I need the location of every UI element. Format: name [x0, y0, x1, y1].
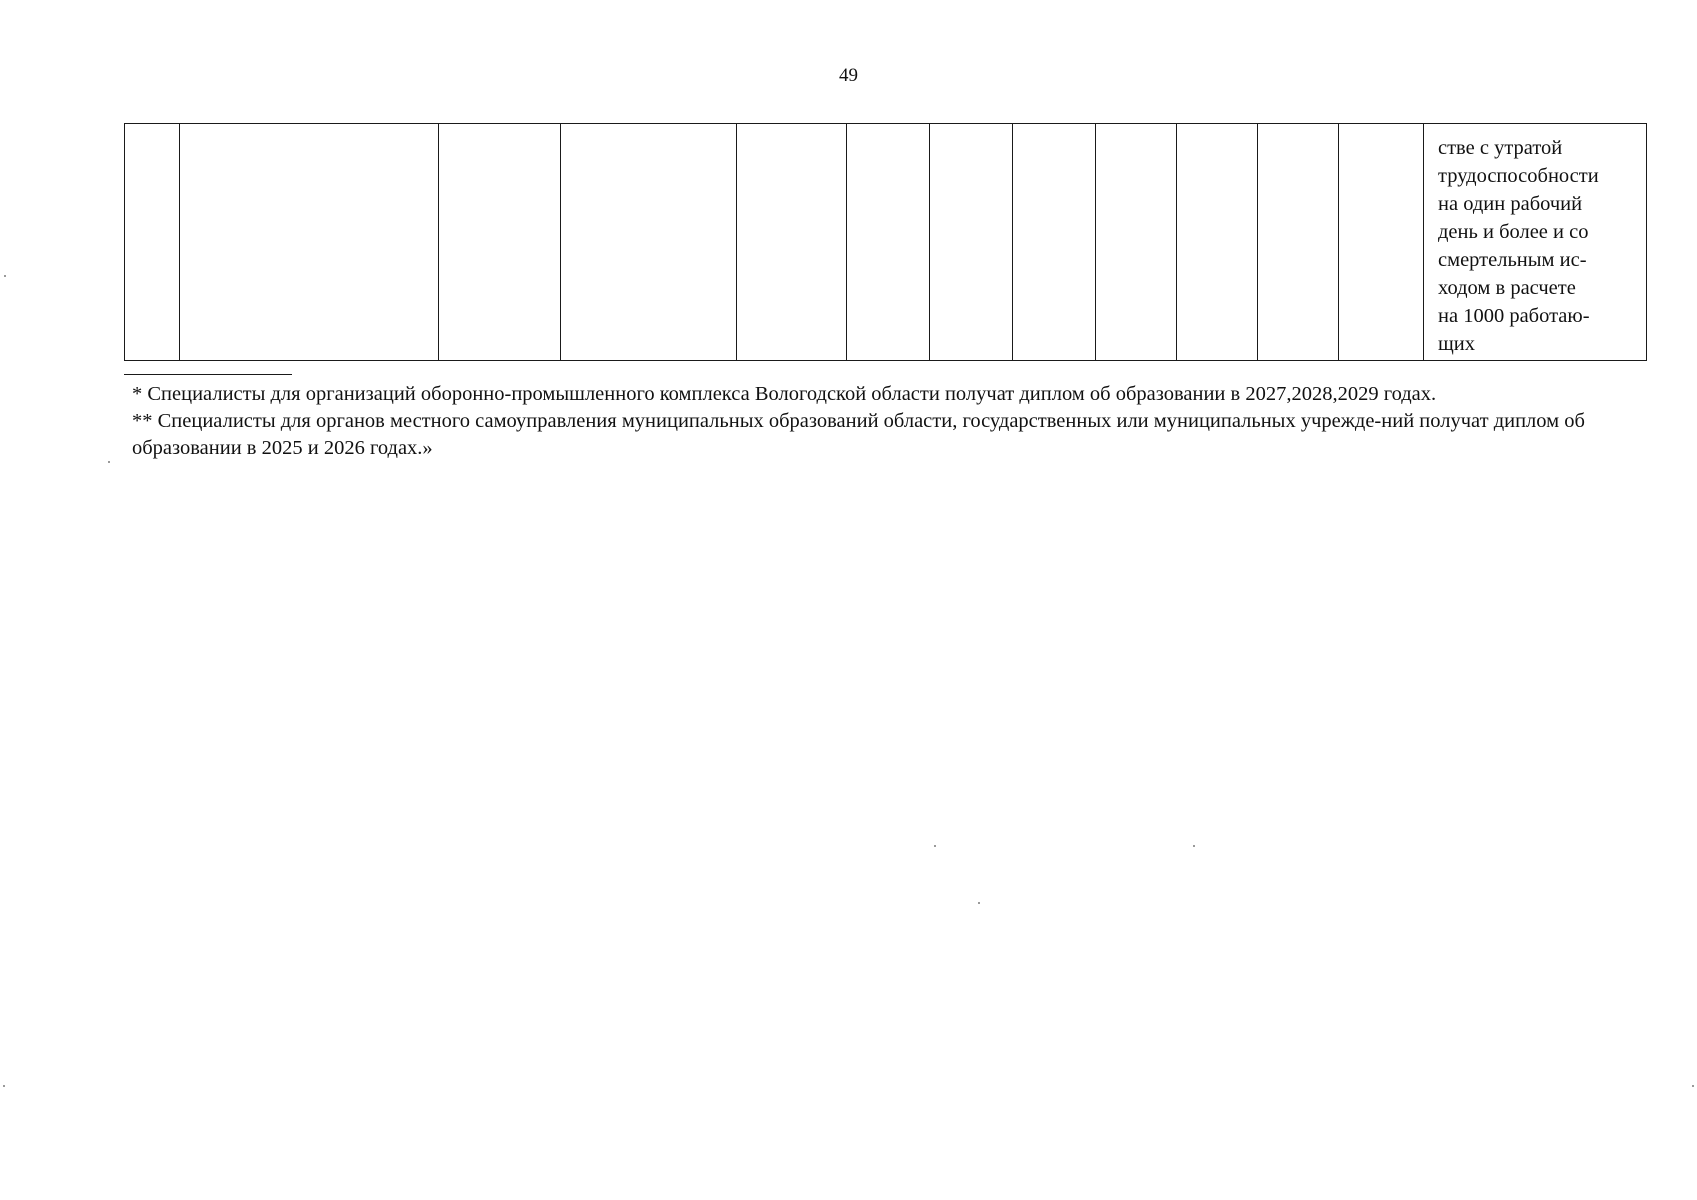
scan-speck [934, 845, 936, 847]
table-cell [1096, 124, 1177, 361]
scan-speck [4, 275, 6, 277]
scan-speck [1692, 1085, 1694, 1087]
footnote-separator [124, 374, 292, 375]
footnotes [132, 381, 1612, 462]
table-cell [737, 124, 847, 361]
continuation-table [124, 123, 1647, 361]
scan-speck [108, 461, 110, 463]
table-row [125, 124, 1647, 361]
table-cell [180, 124, 439, 361]
table-cell [1013, 124, 1096, 361]
table-cell [1258, 124, 1339, 361]
page-number: 49 [839, 65, 858, 86]
footnote-2: ** Специалисты для органов местного самоуправления муниципальных образований области, государственных или муниципальных учрежде-ний получат диплом об образовании в 2025 и 2026 годах.» [132, 410, 1585, 459]
footnote-1: * Специалисты для организаций оборонно-промышленного комплекса Вологодской области получат диплом об образовании в 2027,2028,2029 годах. [132, 383, 1437, 405]
table-cell [930, 124, 1013, 361]
table-cell [1177, 124, 1258, 361]
indicator-description-cell: стве с утратой трудоспособности на один рабочий день и более и со смертельным ис- ходом в расчете на 1000 работаю- щих [1424, 124, 1647, 361]
scan-speck [3, 1085, 5, 1087]
table-cell [561, 124, 737, 361]
table-cell [1339, 124, 1424, 361]
table-cell [847, 124, 930, 361]
scan-speck [978, 902, 980, 904]
table-cell [439, 124, 561, 361]
scan-speck [1193, 845, 1195, 847]
table-cell [125, 124, 180, 361]
